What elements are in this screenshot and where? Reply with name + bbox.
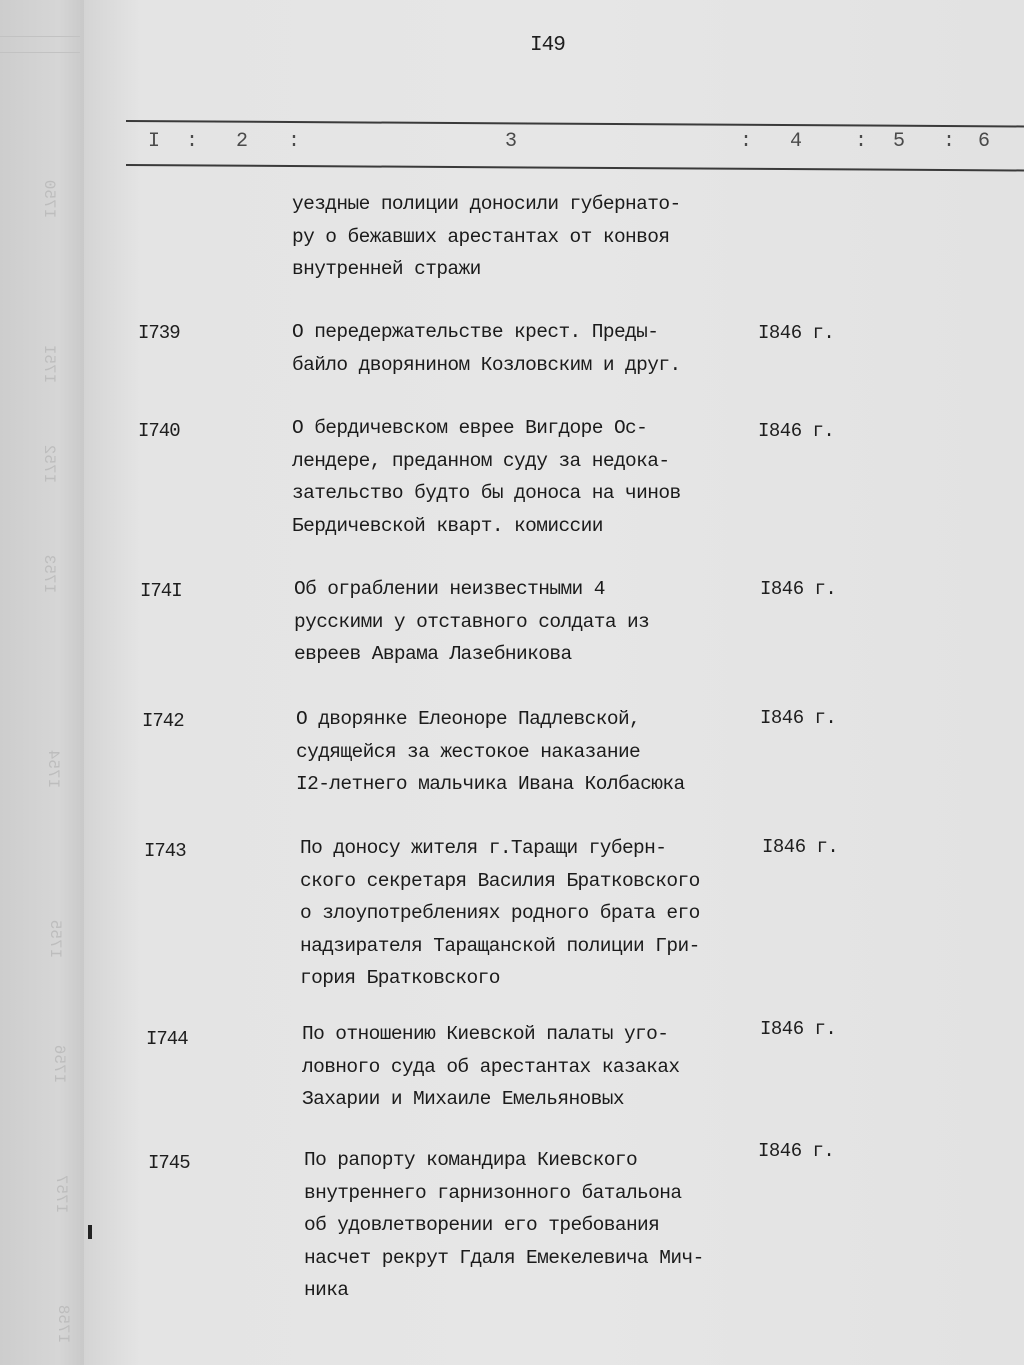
ghost-number: I758: [54, 1304, 73, 1344]
entry-description: [294, 573, 649, 671]
entry-number: I739: [138, 322, 180, 344]
page-number: I49: [530, 34, 565, 57]
text-line: По отношению Киевской палаты уго-: [302, 1023, 669, 1045]
column-header-4: 4: [790, 130, 803, 153]
text-line: уездные полиции доносили губернато-: [292, 193, 681, 215]
column-header-5: 5: [893, 130, 906, 153]
text-line: I2-летнего мальчика Ивана Колбасюка: [296, 773, 685, 795]
entry-description: [296, 703, 685, 801]
text-line: лендере, преданном суду за недока-: [292, 449, 670, 472]
entry-number: I744: [146, 1028, 188, 1050]
column-separator: :: [943, 130, 956, 153]
text-line: По доносу жителя г.Таращи губерн-: [300, 837, 667, 859]
entry-year: I846 г.: [758, 1140, 835, 1162]
entry-year: I846 г.: [758, 322, 835, 344]
text-line: об удовлетворении его требования: [304, 1214, 660, 1236]
column-header-3: 3: [505, 130, 518, 153]
entry-description: [302, 1018, 679, 1116]
entry-description: [300, 832, 700, 995]
entry-number: I74I: [140, 580, 182, 602]
text-line: Бердичевской кварт. комиссии: [292, 514, 603, 537]
column-separator: :: [740, 130, 753, 153]
facing-page: [0, 0, 85, 1365]
continued-entry-text: [292, 188, 681, 286]
text-line: ру о бежавших арестантах от конвоя: [292, 225, 670, 248]
text-line: Об ограблении неизвестными 4: [294, 578, 605, 600]
column-header-1: I: [148, 130, 161, 153]
column-header-6: 6: [978, 130, 991, 153]
text-line: русскими у отставного солдата из: [294, 610, 650, 633]
ghost-number: I756: [50, 1044, 69, 1084]
text-line: ского секретаря Василия Братковского: [300, 869, 700, 892]
entry-number: I745: [148, 1152, 190, 1174]
entry-year: I846 г.: [760, 707, 837, 729]
column-separator: :: [186, 130, 199, 153]
ghost-number: I752: [40, 444, 59, 484]
text-line: внутреннего гарнизонного батальона: [304, 1181, 682, 1204]
ghost-number: I757: [52, 1174, 71, 1214]
text-line: О бердичевском еврее Вигдоре Ос-: [292, 417, 648, 439]
entry-year: I846 г.: [760, 1018, 837, 1040]
entry-year: I846 г.: [760, 578, 837, 600]
entry-description: [304, 1144, 704, 1307]
entry-number: I740: [138, 420, 180, 442]
text-line: о злоупотреблениях родного брата его: [300, 902, 700, 924]
ghost-number: I75I: [40, 344, 59, 384]
text-line: О передержательстве крест. Преды-: [292, 321, 659, 343]
text-line: Захарии и Михаиле Емельяновых: [302, 1088, 624, 1110]
column-separator: :: [855, 130, 868, 153]
entry-description: [292, 316, 681, 381]
text-line: надзирателя Таращанской полиции Гри-: [300, 934, 700, 957]
ghost-rule: [0, 52, 80, 53]
text-line: насчет рекрут Гдаля Емекелевича Мич-: [304, 1246, 704, 1269]
binding-mark: [88, 1225, 92, 1239]
text-line: О дворянке Елеоноре Падлевской,: [296, 708, 641, 730]
text-line: гория Братковского: [300, 967, 500, 989]
entry-year: I846 г.: [758, 420, 835, 442]
text-line: евреев Аврама Лазебникова: [294, 643, 572, 665]
column-header-2: 2: [236, 130, 249, 153]
text-line: ловного суда об арестантах казаках: [302, 1055, 680, 1078]
entry-description: [292, 412, 681, 542]
text-line: По рапорту командира Киевского: [304, 1149, 638, 1171]
text-line: байло дворянином Козловским и друг.: [292, 353, 681, 376]
entry-number: I743: [144, 840, 186, 862]
text-line: зательство будто бы доноса на чинов: [292, 482, 681, 504]
ghost-number: I755: [46, 919, 65, 959]
ghost-number: I753: [40, 554, 59, 594]
text-line: ника: [304, 1279, 349, 1301]
text-line: внутренней стражи: [292, 258, 481, 280]
ghost-number: I750: [40, 179, 59, 219]
column-separator: :: [288, 130, 301, 153]
ghost-number: I754: [44, 749, 63, 789]
text-line: судящейся за жестокое наказание: [296, 740, 641, 763]
entry-year: I846 г.: [762, 836, 839, 858]
entry-number: I742: [142, 710, 184, 732]
ghost-rule: [0, 36, 80, 37]
